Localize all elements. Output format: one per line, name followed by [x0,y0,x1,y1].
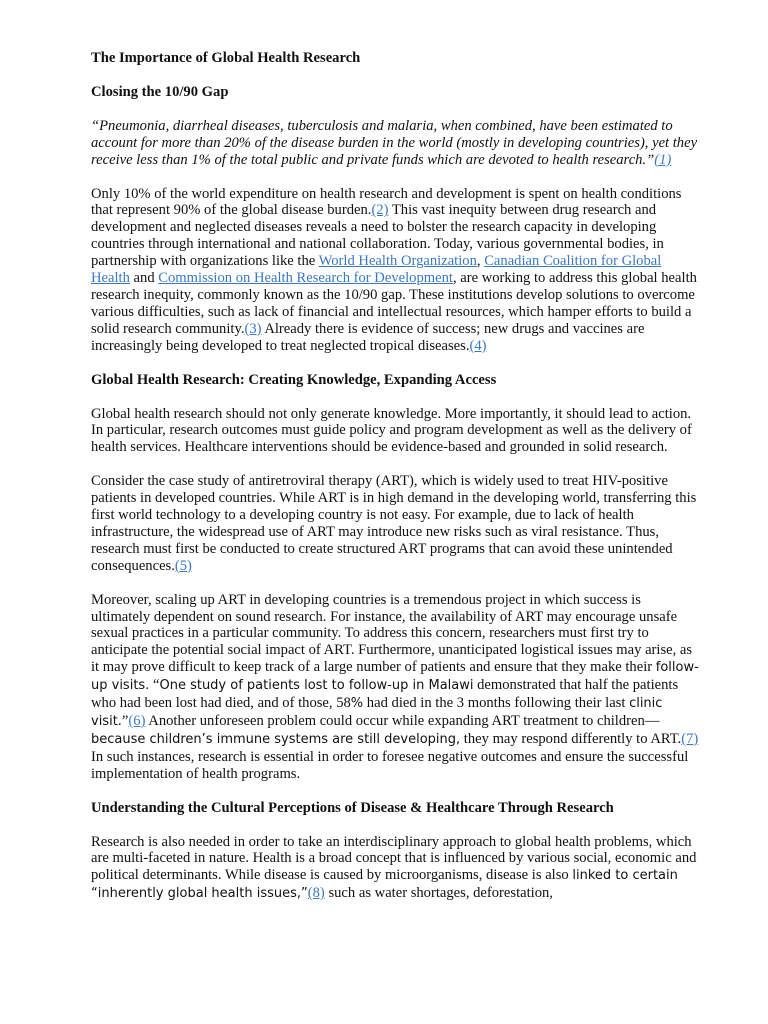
ref-link-3[interactable]: (3) [244,320,262,337]
ref-link-2[interactable]: (2) [371,202,389,219]
text-span: In such instances, research is essential in order to foresee negative outcomes and ensure the successful implementation of health programs. [91,748,689,782]
ref-link-6[interactable]: (6) [128,713,146,729]
text-span: Consider the case study of antiretroviral therapy (ART), which is widely used to treat HIV-positive patients in developed countries. While ART is in high demand in the developing world, transferring this first world technology to a developing country is not easy. For example, due to lack of health infrastructure, the widespread use of ART may introduce new risks such as viral resistance. Thus, research must first be conducted to create structured ART programs that can avoid these unintended consequences. [91,473,697,574]
paragraph-scaling-art [91,592,703,783]
section-heading-10-90-gap: Closing the 10/90 Gap [91,83,229,100]
link-world-health-organization[interactable]: World Health Organization [318,253,477,270]
text-span: linked to certain “inherently global health issues,” [91,868,678,902]
paragraph-10-90 [91,186,703,355]
text-span: clinic visit. [91,696,663,729]
block-quote [91,118,703,169]
paragraph-knowledge: Global health research should not only generate knowledge. More importantly, it should lead to action. In particular, research outcomes must guide policy and program development as well as the delivery of health services. Healthcare interventions should be evidence-based and grounded in solid research. [91,405,692,456]
text-span: This vast inequity between drug research and development and neglected diseases reveals a need to bolster the research capacity in developing countries through international and national collaboration. Today, various governmental bodies, in partnership with organizations like the [91,202,664,270]
text-span: follow-up visits. [91,660,699,694]
text-span: One study of patients lost to follow-up in Malawi [159,678,474,694]
text-span: had died in the 3 months following their last [363,695,630,712]
text-span: ” [121,713,129,729]
text-span: they may respond differently to ART. [460,730,682,747]
text-span: “ [149,677,160,694]
link-commission-health-research[interactable]: Commission on Health Research for Development [158,270,453,287]
text-span: and [129,270,159,287]
paragraph-art-case-study [91,473,703,574]
ref-link-8[interactable]: (8) [307,885,325,902]
ref-link-5[interactable]: (5) [174,557,192,574]
text-span: , [476,253,485,270]
ref-link-4[interactable]: (4) [469,337,487,354]
text-span: demonstrated that half the patients who had been lost had died, and of those, 58 [91,677,679,712]
ref-link-7[interactable]: (7) [681,730,699,747]
text-span: Already there is evidence of success; new drugs and vaccines are increasingly being developed to treat neglected tropical diseases. [91,320,645,354]
section-heading-cultural-perceptions: Understanding the Cultural Perceptions of Disease & Healthcare Through Research [91,799,614,816]
document-page [91,50,703,920]
ref-link-1[interactable]: (1) [654,151,672,168]
text-span: , are working to address this global health research inequity, commonly known as the 10/90 gap. These institutions develop solutions to overcome various difficulties, such as lack of financial and intellectual resources, which hamper efforts to build a solid research community. [91,270,697,337]
text-span: Research is also needed in order to take an interdisciplinary approach to global health problems, which are multi-faceted in nature. Health is a broad concept that is influenced by various social, economic and political determinants. While disease is caused by microorganisms, disease is also [91,833,697,884]
text-span: Moreover, scaling up ART in developing countries is a tremendous project in which success is ultimately dependent on sound research. For instance, the availability of ART may encourage unsafe sexual practices in a particular community. To address this concern, researchers must first try to anticipate the potential social impact of ART. Furthermore, unanticipated logistical issues may arise, as it may prove difficult to keep track of a large number of patients and ensure that they make their [91,591,693,676]
text-span: Only 10% of the world expenditure on health research and development is spent on health conditions that represent 90% of the global disease burden. [91,185,682,219]
document-title: The Importance of Global Health Research [91,50,361,66]
text-span: Another unforeseen problem could occur while expanding ART treatment to children— [145,713,660,729]
text-span: because children’s immune systems are still developing, [91,731,461,747]
paragraph-interdisciplinary [91,834,703,904]
quote-text: “Pneumonia, diarrheal diseases, tuberculosis and malaria, when combined, have been estimated to account for more than 20% of the disease burden in the world (mostly in developing countries), yet they receive less than 1% of the total public and private funds which are devoted to health research.” [91,117,698,168]
text-span: % [350,696,364,712]
section-heading-creating-knowledge: Global Health Research: Creating Knowledge, Expanding Access [91,371,497,388]
text-span: such as water shortages, deforestation, [324,885,553,902]
link-canadian-coalition[interactable]: Canadian Coalition for Global Health [91,253,662,287]
